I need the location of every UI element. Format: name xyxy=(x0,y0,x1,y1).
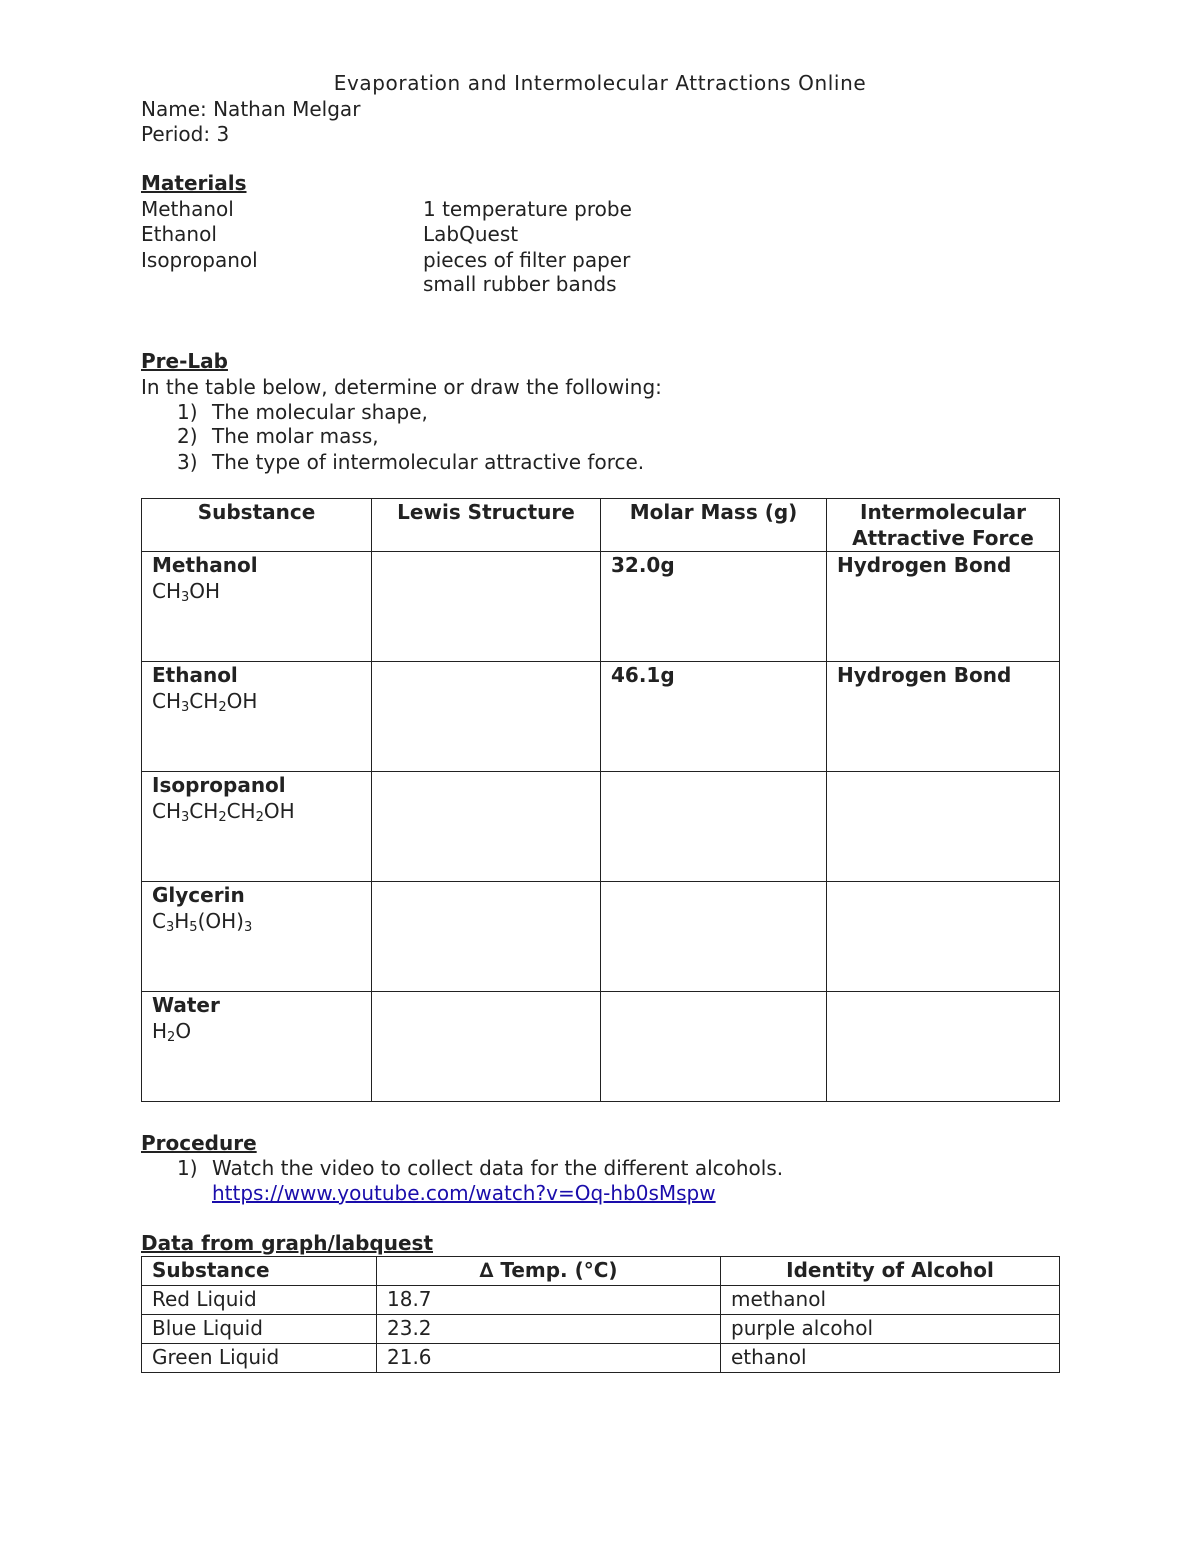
procedure-step-text: Watch the video to collect data for the different alcohols. xyxy=(212,1156,784,1180)
table-row xyxy=(142,552,1060,662)
prelab-item-text: The molar mass, xyxy=(212,424,379,448)
table-row xyxy=(142,1286,1060,1315)
prelab-item-number: 3) xyxy=(177,450,198,474)
header-molar-mass: Molar Mass (g) xyxy=(601,499,827,552)
prelab-table xyxy=(141,498,1060,1102)
liquid-cell: Green Liquid xyxy=(142,1344,377,1373)
lewis-structure-cell[interactable] xyxy=(372,552,601,662)
molar-mass-cell[interactable]: 32.0g xyxy=(601,552,827,662)
data-header-row xyxy=(142,1257,1060,1286)
substance-formula: $CH_3CH_2OH$ xyxy=(152,689,258,715)
substance-cell xyxy=(142,662,372,772)
identity-cell[interactable]: ethanol xyxy=(721,1344,1060,1373)
procedure-step-number: 1) xyxy=(177,1156,198,1180)
header-imf-line1: Intermolecular xyxy=(860,500,1026,524)
table-row xyxy=(142,992,1060,1102)
imf-cell[interactable] xyxy=(827,882,1060,992)
student-name: Name: Nathan Melgar xyxy=(141,97,361,121)
molar-mass-cell[interactable] xyxy=(601,882,827,992)
delta-temp-cell[interactable]: 21.6 xyxy=(377,1344,721,1373)
table-row xyxy=(142,772,1060,882)
substance-cell xyxy=(142,772,372,882)
prelab-item-number: 2) xyxy=(177,424,198,448)
materials-heading: Materials xyxy=(141,171,247,195)
identity-cell[interactable]: methanol xyxy=(721,1286,1060,1315)
table-row xyxy=(142,882,1060,992)
liquid-cell: Red Liquid xyxy=(142,1286,377,1315)
class-period: Period: 3 xyxy=(141,122,230,146)
delta-temp-cell[interactable]: 23.2 xyxy=(377,1315,721,1344)
lewis-structure-cell[interactable] xyxy=(372,992,601,1102)
header-substance: Substance xyxy=(142,1257,377,1286)
material-item: small rubber bands xyxy=(423,272,617,296)
header-substance: Substance xyxy=(142,499,372,552)
imf-cell[interactable]: Hydrogen Bond xyxy=(827,552,1060,662)
substance-name: Glycerin xyxy=(152,883,245,907)
lewis-structure-cell[interactable] xyxy=(372,882,601,992)
substance-cell xyxy=(142,552,372,662)
substance-formula: $CH_3CH_2CH_2OH$ xyxy=(152,799,295,825)
substance-formula: $H_2O$ xyxy=(152,1019,192,1045)
header-intermolecular-force xyxy=(827,499,1060,552)
material-item: Methanol xyxy=(141,197,234,221)
imf-cell[interactable]: Hydrogen Bond xyxy=(827,662,1060,772)
table-row xyxy=(142,1315,1060,1344)
header-imf-line2: Attractive Force xyxy=(852,526,1034,550)
substance-formula: $C_3H_5(OH)_3$ xyxy=(152,909,253,935)
material-item: LabQuest xyxy=(423,222,519,246)
prelab-item-text: The type of intermolecular attractive force. xyxy=(212,450,645,474)
document-title: Evaporation and Intermolecular Attractions Online xyxy=(333,71,867,95)
substance-cell xyxy=(142,992,372,1102)
prelab-item-number: 1) xyxy=(177,400,198,424)
liquid-cell: Blue Liquid xyxy=(142,1315,377,1344)
header-identity: Identity of Alcohol xyxy=(721,1257,1060,1286)
delta-temp-cell[interactable]: 18.7 xyxy=(377,1286,721,1315)
header-delta-temp: ∆ Temp. (°C) xyxy=(377,1257,721,1286)
molar-mass-cell[interactable]: 46.1g xyxy=(601,662,827,772)
data-heading: Data from graph/labquest xyxy=(141,1231,434,1255)
prelab-intro: In the table below, determine or draw the following: xyxy=(141,375,662,399)
header-lewis-structure: Lewis Structure xyxy=(372,499,601,552)
imf-cell[interactable] xyxy=(827,772,1060,882)
substance-name: Water xyxy=(152,993,220,1017)
substance-name: Methanol xyxy=(152,553,258,577)
substance-cell xyxy=(142,882,372,992)
data-table xyxy=(141,1256,1060,1373)
imf-cell[interactable] xyxy=(827,992,1060,1102)
table-row xyxy=(142,662,1060,772)
material-item: Isopropanol xyxy=(141,248,258,272)
prelab-heading: Pre-Lab xyxy=(141,349,228,373)
table-header-row xyxy=(142,499,1060,552)
molar-mass-cell[interactable] xyxy=(601,772,827,882)
material-item: pieces of filter paper xyxy=(423,248,631,272)
substance-formula: $CH_3OH$ xyxy=(152,579,221,605)
lewis-structure-cell[interactable] xyxy=(372,662,601,772)
identity-cell[interactable]: purple alcohol xyxy=(721,1315,1060,1344)
substance-name: Ethanol xyxy=(152,663,238,687)
table-row xyxy=(142,1344,1060,1373)
video-link[interactable]: https://www.youtube.com/watch?v=Oq-hb0sMspw xyxy=(212,1181,716,1205)
material-item: Ethanol xyxy=(141,222,217,246)
material-item: 1 temperature probe xyxy=(423,197,632,221)
prelab-item-text: The molecular shape, xyxy=(212,400,428,424)
lewis-structure-cell[interactable] xyxy=(372,772,601,882)
substance-name: Isopropanol xyxy=(152,773,286,797)
procedure-heading: Procedure xyxy=(141,1131,257,1155)
molar-mass-cell[interactable] xyxy=(601,992,827,1102)
